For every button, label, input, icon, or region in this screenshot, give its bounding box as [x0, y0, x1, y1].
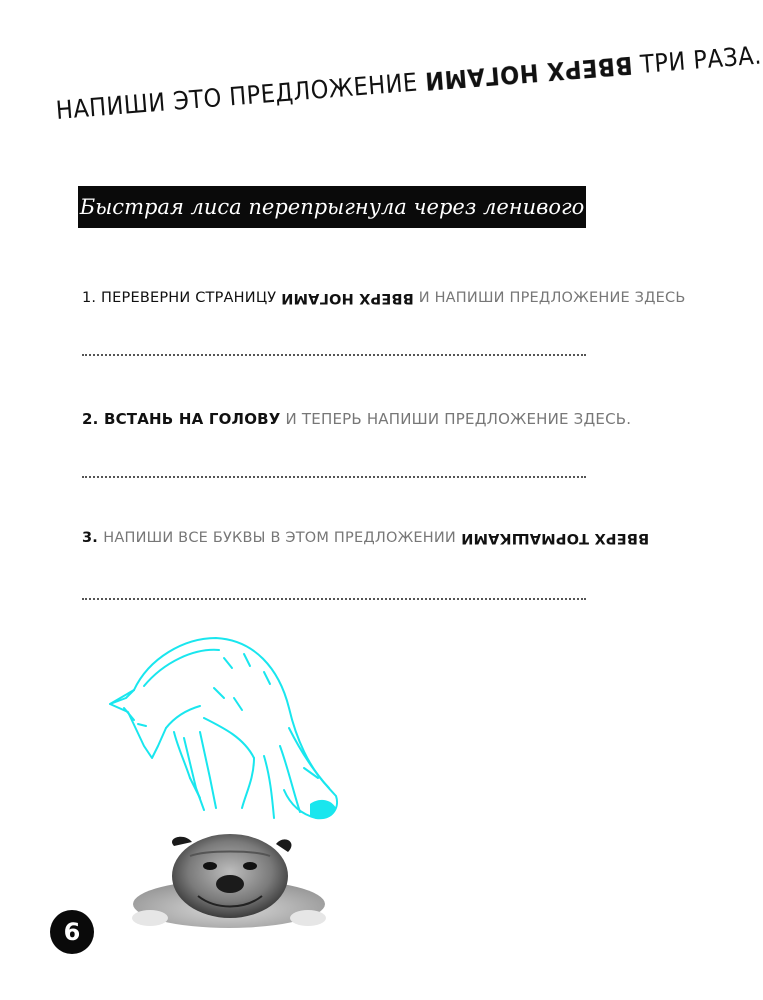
answer-line-2[interactable]: [82, 476, 586, 478]
instruction-3-flipped: ВВЕРХ ТОРМАШКАМИ: [460, 530, 649, 546]
instruction-3: [82, 530, 649, 546]
instruction-1-rest: И НАПИШИ ПРЕДЛОЖЕНИЕ ЗДЕСЬ: [413, 290, 686, 306]
sentence-banner: [78, 186, 586, 261]
title-part-2: ТРИ РАЗА.: [631, 40, 763, 80]
page-title: [54, 40, 763, 125]
instruction-2: [82, 410, 631, 428]
instruction-2-number: 2.: [82, 410, 104, 428]
answer-line-3[interactable]: [82, 598, 586, 600]
instruction-3-number: 3.: [82, 530, 104, 546]
page-number: 6: [63, 918, 81, 946]
title-part-1: НАПИШИ ЭТО ПРЕДЛОЖЕНИЕ: [54, 66, 427, 125]
instruction-1: [82, 290, 686, 306]
instruction-3-rest: НАПИШИ ВСЕ БУКВЫ В ЭТОМ ПРЕДЛОЖЕНИИ: [103, 530, 461, 546]
instruction-1-number: 1.: [82, 290, 102, 306]
instruction-1-emph: ПЕРЕВЕРНИ СТРАНИЦУ: [101, 290, 282, 306]
fox-lines: [110, 638, 337, 818]
instruction-2-rest: И ТЕПЕРЬ НАПИШИ ПРЕДЛОЖЕНИЕ ЗДЕСЬ.: [280, 410, 632, 428]
fox-illustration: [104, 628, 344, 828]
page-number-badge: [50, 910, 94, 954]
instruction-1-flipped: ВВЕРХ НОГАМИ: [281, 290, 414, 306]
title-flipped-words: ВВЕРХ НОГАМИ: [423, 50, 634, 96]
answer-line-1[interactable]: [82, 354, 586, 356]
bulldog-photo: [126, 826, 332, 932]
fox-tail-tip: [310, 800, 336, 819]
instruction-2-emph: ВСТАНЬ НА ГОЛОВУ: [103, 410, 281, 428]
sentence-text: Быстрая лиса перепрыгнула через ленивого пса.: [79, 195, 585, 261]
